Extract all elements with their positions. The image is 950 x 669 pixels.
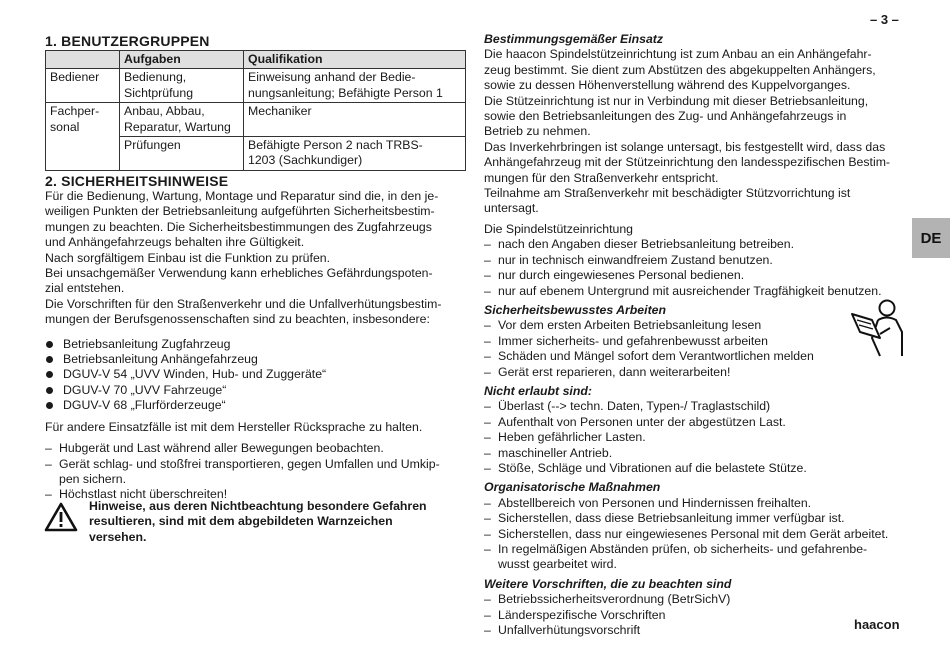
list-item: – Hubgerät und Last während aller Bewegungen beobachten.	[45, 441, 470, 456]
list-item: – Immer sicherheits- und gefahrenbewusst arbeiten	[484, 334, 904, 349]
section2-title: 2. SICHERHEITSHINWEISE	[45, 173, 229, 189]
warning-triangle-icon	[44, 502, 78, 537]
list-item: – nur in technisch einwandfreiem Zustand benutzen.	[484, 253, 904, 268]
safety-intro-text: Für die Bedienung, Wartung, Montage und Reparatur sind die, in den je- weiligen Punkten der Betriebsanleitung aufgeführten Sicherheitsbestim- mungen zu beachten. Die Sicherheitsbestimmungen des Zugfahrzeugs und Anhängefahrzeugs behalten ihre Gültigkeit. Nach sorgfältigem Einbau ist die Funktion zu prüfen. Bei unsachgemäßer Verwendung kann erhebliches Gefährdungspoten- zial entstehen. Die Vorschriften für den Straßenverkehr und die Unfallverhütungsbestim- mungen der Berufsgenossenschaften sind zu beachten, insbesondere:	[45, 189, 442, 327]
list-item: – Gerät schlag- und stoßfrei transportieren, gegen Umfallen und Umkip- pen sichern.	[45, 457, 470, 488]
list-item: – Heben gefährlicher Lasten.	[484, 430, 904, 445]
further-regulations-title: Weitere Vorschriften, die zu beachten sind	[484, 576, 732, 591]
list-item: – In regelmäßigen Abständen prüfen, ob sicherheits- und gefahrenbe- wusst gearbeitet wird.	[484, 542, 904, 573]
table-cell: Einweisung anhand der Bedie- nungsanleitung; Befähigte Person 1	[244, 69, 466, 103]
warning-text: Hinweise, aus deren Nichtbeachtung besondere Gefahren resultieren, sind mit dem abgebildeten Warnzeichen versehen.	[89, 499, 427, 544]
list-item: – Betriebssicherheitsverordnung (BetrSichV)	[484, 592, 904, 607]
user-groups-table	[45, 50, 466, 171]
table-cell: Bediener	[46, 69, 120, 103]
intended-use-list	[484, 237, 904, 299]
list-item: – Unfallverhütungsvorschrift	[484, 623, 904, 638]
spindle-intro: Die Spindelstützeinrichtung	[484, 221, 634, 236]
handling-list	[45, 441, 470, 503]
table-header-row	[46, 51, 466, 69]
list-item: – Sicherstellen, dass diese Betriebsanleitung immer verfügbar ist.	[484, 511, 904, 526]
intended-use-text: Die haacon Spindelstützeinrichtung ist zum Anbau an ein Anhängefahr- zeug bestimmt. Sie dient zum Abstützen des abgekuppelten Anhängers, sowie zu dessen Höhenverstellung während des Kuppelvorganges. Die Stützeinrichtung ist nur in Verbindung mit dieser Betriebsanleitung, sowie den Betriebsanleitungen des Zug- und Anhängefahrzeugs in Betrieb zu nehmen. Das Inverkehrbringen ist solange untersagt, bis festgestellt wird, dass das Anhängefahrzeug mit der Stützeinrichtung den landesspezifischen Bestim- mungen für den Straßenverkehr entspricht. Teilnahme am Straßenverkehr mit beschädigter Stützvorrichtung ist untersagt.	[484, 47, 891, 216]
table-cell: Bedienung, Sichtprüfung	[120, 69, 244, 103]
list-item: – Stöße, Schläge und Vibrationen auf die belastete Stütze.	[484, 461, 904, 476]
not-allowed-list	[484, 399, 904, 476]
section2-body	[45, 189, 470, 503]
list-item: – Überlast (--> techn. Daten, Typen-/ Traglastschild)	[484, 399, 904, 414]
list-item: – maschineller Antrieb.	[484, 446, 904, 461]
brand-logo-text: haacon	[854, 617, 900, 632]
right-column	[484, 32, 904, 638]
regulations-list	[45, 337, 470, 414]
further-regulations-list	[484, 592, 904, 638]
safe-work-list	[484, 318, 904, 380]
table-cell	[46, 137, 120, 171]
organisational-list	[484, 496, 904, 573]
section1-title: 1. BENUTZERGRUPPEN	[45, 33, 210, 49]
list-item: – Aufenthalt von Personen unter der abgestützen Last.	[484, 415, 904, 430]
table-cell: Befähigte Person 2 nach TRBS- 1203 (Sachkundiger)	[244, 137, 466, 171]
list-item: – nur auf ebenem Untergrund mit ausreichender Tragfähigkeit benutzen.	[484, 284, 904, 299]
list-item: – Sicherstellen, dass nur eingewiesenes Personal mit dem Gerät arbeitet.	[484, 527, 904, 542]
organisational-title: Organisatorische Maßnahmen	[484, 480, 661, 495]
safe-work-title: Sicherheitsbewusstes Arbeiten	[484, 302, 667, 317]
list-item: – Schäden und Mängel sofort dem Verantwortlichen melden	[484, 349, 904, 364]
table-cell: Anbau, Abbau, Reparatur, Wartung	[120, 103, 244, 137]
list-item: – Vor dem ersten Arbeiten Betriebsanleitung lesen	[484, 318, 904, 333]
page-number: – 3 –	[870, 12, 899, 27]
list-item: DGUV-V 70 „UVV Fahrzeuge“	[45, 383, 470, 398]
intended-use-title: Bestimmungsgemäßer Einsatz	[484, 32, 664, 46]
list-item: – Gerät erst reparieren, dann weiterarbeiten!	[484, 365, 904, 380]
list-item: Betriebsanleitung Zugfahrzeug	[45, 337, 470, 352]
table-row	[46, 103, 466, 137]
table-header-cell: Qualifikation	[244, 51, 466, 69]
other-uses-text: Für andere Einsatzfälle ist mit dem Hersteller Rücksprache zu halten.	[45, 419, 423, 434]
table-cell: Prüfungen	[120, 137, 244, 171]
list-item: – Abstellbereich von Personen und Hindernissen freihalten.	[484, 496, 904, 511]
list-item: DGUV-V 68 „Flurförderzeuge“	[45, 398, 470, 413]
list-item: DGUV-V 54 „UVV Winden, Hub- und Zuggeräte“	[45, 367, 470, 382]
table-row	[46, 69, 466, 103]
table-header-cell	[46, 51, 120, 69]
language-tab-de: DE	[912, 218, 950, 258]
not-allowed-title: Nicht erlaubt sind:	[484, 383, 592, 398]
list-item: – nach den Angaben dieser Betriebsanleitung betreiben.	[484, 237, 904, 252]
list-item: – Länderspezifische Vorschriften	[484, 608, 904, 623]
list-item: – Höchstlast nicht überschreiten!	[45, 487, 470, 502]
list-item: – nur durch eingewiesenes Personal bedienen.	[484, 268, 904, 283]
list-item: Betriebsanleitung Anhängefahrzeug	[45, 352, 470, 367]
reading-person-icon	[850, 298, 908, 363]
table-row	[46, 137, 466, 171]
table-header-cell: Aufgaben	[120, 51, 244, 69]
table-cell: Fachper- sonal	[46, 103, 120, 137]
table-cell: Mechaniker	[244, 103, 466, 137]
